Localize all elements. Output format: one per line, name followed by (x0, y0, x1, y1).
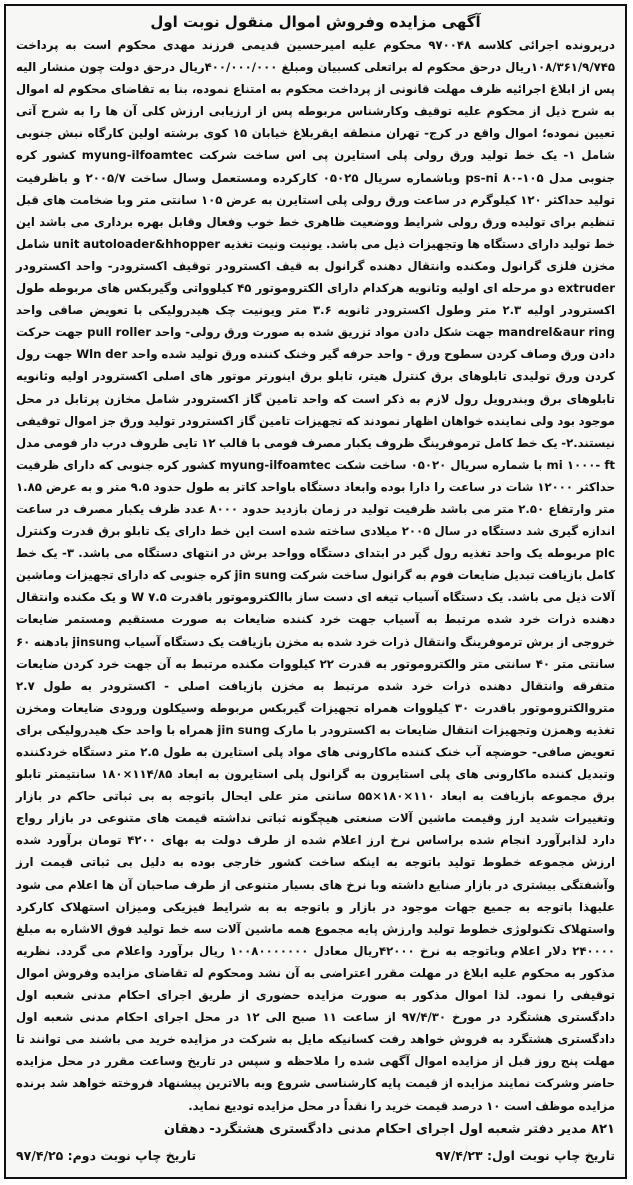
notice-signature: ۸۲۱ مدیر دفتر شعبه اول اجرای احکام مدنی دادگستری هشتگرد- دهقان (163, 1121, 615, 1137)
notice-paragraph: درپرونده اجرائی کلاسه ۹۷۰۰۴۸ محکوم علیه امیرحسین قدیمی فرزند مهدی محکوم است به پرداخت ۱۰۸/۳۶۱/۹/۷۴۵ریال درحق محکوم له براتعلی کسبیان ومبلغ ۴۰۰/۰۰۰/۰۰۰ریال درحق دولت چون منشار الیه پس از ابلاغ اجرائیه ظرف مهلت قانونی از پرداخت محکوم به امتناع نموده، بنا به تقاضای محکوم له اموال به شرح ذیل از محکوم علیه توقیف وکارشناس مربوطه پس از ارزیابی ارزش کلی آن ها را به شرح آتی تعیین نموده؛ اموال واقع در کرج- تهران منطقه ایقربلاغ خیابان ۱۵ کوی برشته اولین کارگاه نبش جنوبی شامل ۱- یک خط تولید ورق رولی پلی استایرن پی اس ساخت شرکت myung-ilfoamtec کشور کره جنوبی مدل ps-ni ۸۰-۱۰۵ وباشماره سریال ۰۵۰۲۵ کارکرده ومستعمل وسال ساخت ۲۰۰۵/۷ و باظرفیت تولید حداکثر ۱۲۰ کیلوگرم در ساعت ورق رولی پلی استایرن به عرض ۱۰۵ سانتی متر وبا ضخامت های قبل تنظیم برای تولیده ورق رولی شرایط ووضعیت ظاهری خط خوب وفعال وقابل بهره برداری می باشد این خط تولید دارای دستگاه ها وتجهیزات ذیل می باشد. یونیت ونیت تغذیه unit autoloader&hhopper شامل مخزن فلزی گرانول ومکنده وانتقال دهنده گرانول به قیف اکسترودر توقیف اکسترودر- واحد اکسترودر extruder دو مرحله ای اولیه وثانویه هرکدام دارای الکتروموتور ۴۵ کیلوواتی وگیربکس های مربوطه طول اکسترودر اولیه ۲.۳ متر وطول اکسترودر ثانویه ۳.۶ متر ویونیت چک هیدرولیکی با تعویض صافی واحد mandrel&aur ring جهت شکل دادن مواد تزریق شده به صورت ورق رولی- واحد pull roller جهت حرکت دادن ورق وصاف کردن سطوح ورق - واحد حرفه گیر وخنک کننده ورق تولید شده واحد Wln der جهت رول کردن ورق تولیدی تابلوهای برق کنترل هیتر، تابلو برق اینورتر موتور های اصلی اکسترودر اولیه وثانویه تابلوهای برق وبندرویل رول لازم به ذکر است که واحد تامین گاز اکسترودر شامل مخازن پرتابل در محل موجود بود ولی نماینده خواهان اظهار نمودند که تجهیزات تامین گاز اکسترودر تولید ورق جز اموال توقیفی نیستند.۲- یک خط کامل ترموفرینگ ظروف یکبار مصرف فومی با قالب ۱۲ تایی ظروف درب دار فومی مدل mi ۱۰۰۰- ft با شماره سریال ۰۵۰۲۰ ساخت شکت myung-ilfoamtec کشور کره جنوبی که دارای ظرفیت حداکثر ۱۲۰۰۰ شات در ساعت را دارا بوده وابعاد دستگاه باواحد کاتر به طول حدود ۹.۵ متر و به عرض ۱.۸۵ متر وارتفاع ۲.۵۰ متر می باشد ظرفیت تولید در زمان بازدید حدود ۸۰۰۰ عدد ظرف یکبار مصرف در ساعت اندازه گیری شد دستگاه در سال ۲۰۰۵ میلادی ساخته شده است این خط دارای یک تابلو برق قدرت وکنترل plc مربوطه یک واحد تغذیه رول گیر در ابتدای دستگاه وواحد برش در انتهای دستگاه می باشد. ۳- یک خط کامل بازیافت تبدیل ضایعات فوم به گرانول ساخت شرکت jin sung کره جنوبی که دارای تجهیزات وماشین آلات ذیل می باشد. یک دستگاه آسیاب تیغه ای دست ساز باالکتروموتور باقدرت ۷.۵ W و یک مکنده وانتقال دهنده ذرات خرد شده مرتبط به آسیاب جهت خرد کننده ضایعات به صورت مستقیم ومستمر ضایعات خروجی از برش ترموفرینگ وانتقال ذرات خرد شده به مخزن بازیافت یک دستگاه آسیاب jinsung بادهنه ۶۰ سانتی متر ۴۰ سانتی متر والکتروموتور به قدرت ۲۲ کیلووات مکنده مرتبط به آن جهت خرد کردن ضایعات متفرقه وانتقال دهنده ذرات خرد شده مرتبط به مخزن بازیافت اصلی - اکسترودر به طول ۲.۷ متروالکتروموتور باقدرت ۳۰ کیلووات همراه تجهیزات گیربکس مربوطه وسیکلون ورودی ضایعات ومخزن تغذیه وهمزن وتجهیزات انتقال ضایعات به اکسترودر با مارک jin sung همراه با واحد حک هیدرولیکی برای تعویض صافی- حوضچه آب خنک کننده ماکارونی های مواد پلی استایرن به طول ۲.۵ متر دستگاه خردکننده وتبدیل کننده ماکارونی های پلی استایرون به گرانول پلی استایرون به ابعاد ۱۱۴/۸۵×۱۸۰ سانتیمتر تابلو برق مجموعه بازیافت به ابعاد ۱۱۰×۱۸۰×۵۵ سانتی متر علی ایحال باتوجه به بی ثباتی حاکم در بازار وتغییرات شدید ارز وقیمت ماشین آلات صنعتی هیچگونه ثباتی نداشته قیمت های متنوعی در بازار رواج دارد لذابرآورد انجام شده براساس نرخ ارز اعلام شده از طرف دولت به بهای ۴۲۰۰ تومان برآورد شده ارزش مجموعه خطوط تولید باتوجه به اینکه ساخت کشور خارجی بوده به دلیل بی ثباتی قیمت ارز وآشفتگی بیشتری در بازار صنایع داشته وبا نرخ های بسیار متنوعی از طرف صاحبان آن ها اعلام می شود علیهذا باتوجه به جمیع جهات موجود در بازار و باتوجه به به شرایط فیزیکی ومیزان استهلاک کارکرد واستهلاک تکنولوژی خطوط تولید وارزش پایه مجموع همه ماشین آلات سه خط تولید فوق الاشاره به مبلغ ۲۴۰۰۰۰ دلار اعلام وباتوجه به نرخ ۴۲۰۰۰ریال معادل ۱۰۰۸۰۰۰۰۰۰۰ ریال برآورد واعلام می گردد. نظریه مذکور به محکوم علیه ابلاغ در مهلت مقرر اعتراضی به آن نشد ومحکوم له تقاضای مزایده وفروش اموال توقیفی را نمود. لذا اموال مذکور به صورت مزایده حضوری از طریق اجرای احکام مدنی شعبه اول دادگستری هشتگرد در مورخ ۹۷/۴/۳۰ از ساعت ۱۱ صبح الی ۱۲ در محل اجرای احکام مدنی شعبه اول دادگستری هشتگرد به فروش خواهد رفت کسانیکه مایل به شرکت در مزایده خرید می باشند می توانند تا مهلت پنج روز قبل از مزایده اموال آگهی شده را ملاحظه و سپس در تاریخ وساعت مقرر در محل مزایده حاضر وشرکت نمایند مزایده از قیمت پایه کارشناسی شروع وبه بالاترین پیشنهاد فروخته خواهد شد برنده مزایده موظف است ۱۰ درصد قیمت خرید را نقداً در محل مزایده تودیع نماید. (16, 38, 615, 1113)
auction-notice (4, 4, 627, 1179)
print-dates (6, 1145, 625, 1167)
notice-body (6, 34, 625, 1117)
print-date-first: تاریخ چاپ نوبت اول: ۹۷/۴/۲۳ (435, 1147, 615, 1163)
print-date-second: تاریخ چاپ نوبت دوم: ۹۷/۴/۲۵ (16, 1147, 197, 1163)
notice-title: آگهی مزایده وفروش اموال منقول نوبت اول (150, 13, 481, 31)
